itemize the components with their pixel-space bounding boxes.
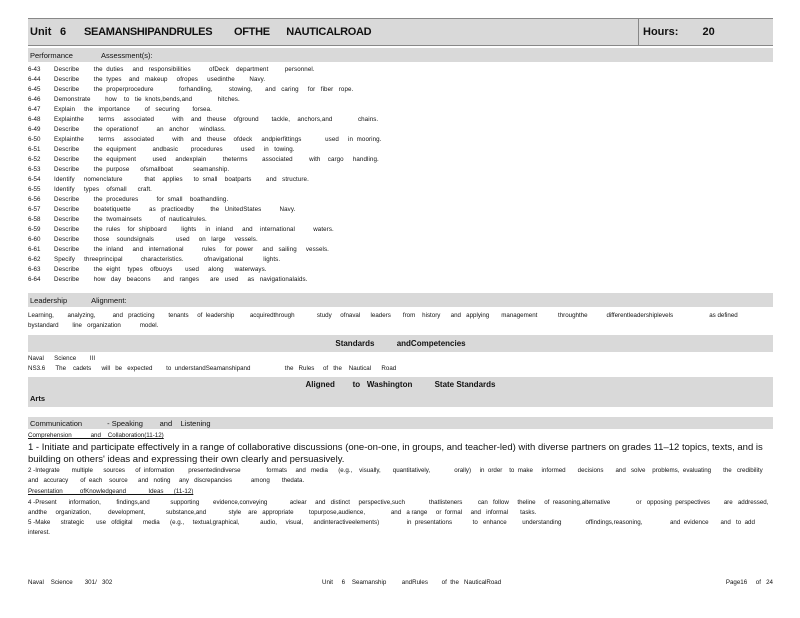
objective-code: 6-59 xyxy=(28,226,41,233)
footer-page-number: Page16 of 24 xyxy=(725,579,773,586)
leadership-text: Learning, analyzing, and practicing tenants of leadership acquiredthrough study ofnaval leaders from history and applying management throughthe differentleadershiplevels as defined bystandard line organization model. xyxy=(28,312,745,329)
unit-title-cell xyxy=(28,26,638,38)
objective-code: 6-43 xyxy=(28,66,41,73)
objective-text: Identify types ofsmall craft. xyxy=(54,186,152,193)
unit-number: 6 xyxy=(60,26,67,38)
standards-band: Standards andCompetencies xyxy=(28,335,773,352)
arts-label: Arts xyxy=(30,394,46,403)
aligned-band xyxy=(28,377,773,407)
standard-item-4: 4 -Present information, findings,and supporting evidence,conveying aclear and distinct perspective,such thatlisteners can follow theline of reasoning,alternative or opposing perspectives are addressed, andthe organization, development, substance,and style are appropriate topurpose,audience, and a range or formal and informal tasks. xyxy=(28,499,784,516)
unit-label: Unit xyxy=(30,26,52,38)
objective-row xyxy=(28,215,773,225)
objective-code: 6-50 xyxy=(28,136,41,143)
objective-row xyxy=(28,65,773,75)
standard-item-1: 1 - Initiate and participate effectively in a range of collaborative discussions (one-on-one, in groups, and teacher-led) with diverse partners on grades 11–12 topics, texts, and is building on others' ideas and expressing their own clearly and persuasively. xyxy=(28,442,763,465)
presentation-heading: Presentation ofKnowledgeand Ideas (11-12) xyxy=(28,488,194,495)
performance-band xyxy=(28,48,773,62)
objective-text: Describe those soundsignals used on large vessels. xyxy=(54,236,258,243)
objective-code: 6-46 xyxy=(28,96,41,103)
leadership-band xyxy=(28,293,773,307)
objective-row xyxy=(28,125,773,135)
footer-left: Naval Science 301/ 302 xyxy=(28,579,113,586)
objective-code: 6-61 xyxy=(28,246,41,253)
objective-row xyxy=(28,225,773,235)
standard-item-2: 2 -Integrate multiple sources of information presentedindiverse formats and media (e.g., visually, quantitatively, orally) in order to make informed decisions and solve problems, evaluating the credibility and accuracy of each source and noting any discrepancies among thedata. xyxy=(28,467,775,484)
assessment-label: Assessment(s): xyxy=(100,50,153,60)
objective-row xyxy=(28,105,773,115)
objective-row xyxy=(28,275,773,285)
objective-code: 6-47 xyxy=(28,106,41,113)
objective-code: 6-44 xyxy=(28,76,41,83)
objective-code: 6-51 xyxy=(28,146,41,153)
objective-text: Describe the equipment used andexplain theterms associated with cargo handling. xyxy=(54,156,379,163)
objective-row xyxy=(28,265,773,275)
objective-row xyxy=(28,175,773,185)
objective-row xyxy=(28,115,773,125)
footer-center: Unit 6 Seamanship andRules of the NauticalRoad xyxy=(322,579,502,586)
objective-text: Explainthe terms associated with and theuse ofdeck andpierfittings used in mooring. xyxy=(54,136,382,143)
hours-value: 20 xyxy=(702,26,715,38)
objective-text: Describe how day beacons and ranges are used as navigationalaids. xyxy=(54,276,308,283)
objective-code: 6-63 xyxy=(28,266,41,273)
objective-code: 6-45 xyxy=(28,86,41,93)
objective-row xyxy=(28,195,773,205)
objective-text: Describe the twomainsets of nauticalrules. xyxy=(54,216,207,223)
objective-row xyxy=(28,95,773,105)
hours-label: Hours: xyxy=(643,26,679,38)
objective-text: Identify nomenclature that applies to small boatparts and structure. xyxy=(54,176,309,183)
objective-text: Describe the eight types ofbuoys used along waterways. xyxy=(54,266,267,273)
objective-text: Describe the rules for shipboard lights in inland and international waters. xyxy=(54,226,334,233)
objective-code: 6-56 xyxy=(28,196,41,203)
objective-code: 6-49 xyxy=(28,126,41,133)
unit-header xyxy=(28,18,773,46)
objective-code: 6-55 xyxy=(28,186,41,193)
hours-cell xyxy=(638,19,773,45)
objective-text: Describe the types and makeup ofropes usedinthe Navy. xyxy=(54,76,266,83)
objective-text: Describe the duties and responsibilities ofDeck department personnel. xyxy=(54,66,315,73)
aligned-title: Aligned to Washington State Standards xyxy=(305,380,496,389)
objective-text: Describe the properprocedure forhandling, stowing, and caring for fiber rope. xyxy=(54,86,354,93)
performance-label: Performance xyxy=(30,50,73,60)
objective-row xyxy=(28,185,773,195)
document-page xyxy=(28,18,784,537)
objective-code: 6-58 xyxy=(28,216,41,223)
objective-text: Describe the operationof an anchor windlass. xyxy=(54,126,226,133)
standards-line-2: NS3.6 The cadets will be expected to understandSeamanshipand the Rules of the Nautical Road xyxy=(28,365,397,372)
objective-row xyxy=(28,145,773,155)
objective-text: Demonstrate how to tie knots,bends,and hitches. xyxy=(54,96,240,103)
objective-text: Specify threeprincipal characteristics. ofnavigational lights. xyxy=(54,256,281,263)
objective-text: Describe the purpose ofsmallboat seamanship. xyxy=(54,166,230,173)
unit-title-left: SEAMANSHIPANDRULES xyxy=(84,26,213,38)
objective-row xyxy=(28,75,773,85)
unit-title-right: OFTHE NAUTICALROAD xyxy=(234,26,372,38)
alignment-label: Alignment: xyxy=(91,295,127,305)
objective-text: Describe the equipment andbasic procedures used in towing. xyxy=(54,146,295,153)
objectives-list xyxy=(28,65,773,285)
objective-row xyxy=(28,255,773,265)
leadership-label: Leadership xyxy=(30,295,68,305)
objective-code: 6-57 xyxy=(28,206,41,213)
objective-text: Describe the procedures for small boathandling. xyxy=(54,196,229,203)
comprehension-heading: Comprehension and Collaboration(11-12) xyxy=(28,432,164,439)
objective-text: Describe boatetiquette as practicedby the UnitedStates Navy. xyxy=(54,206,296,213)
objective-code: 6-64 xyxy=(28,276,41,283)
objective-row xyxy=(28,135,773,145)
objective-code: 6-60 xyxy=(28,236,41,243)
objective-row xyxy=(28,205,773,215)
objective-code: 6-48 xyxy=(28,116,41,123)
objective-row xyxy=(28,155,773,165)
objective-code: 6-54 xyxy=(28,176,41,183)
objective-row xyxy=(28,235,773,245)
objective-code: 6-53 xyxy=(28,166,41,173)
objective-code: 6-62 xyxy=(28,256,41,263)
standard-item-5: 5 -Make strategic use ofdigital media (e.g., textual,graphical, audio, visual, andinteractiveelements) in presentations to enhance understanding offindings,reasoning, and evidence and to add interest. xyxy=(28,519,761,536)
objective-row xyxy=(28,85,773,95)
objective-row xyxy=(28,165,773,175)
objective-text: Describe the inland and international rules for power and sailing vessels. xyxy=(54,246,329,253)
objective-text: Explainthe terms associated with and theuse ofground tackle, anchors,and chains. xyxy=(54,116,379,123)
page-footer xyxy=(28,579,773,586)
objective-row xyxy=(28,245,773,255)
objective-text: Explain the importance of securing forsea. xyxy=(54,106,212,113)
standards-line-1: Naval Science III xyxy=(28,355,96,362)
objective-code: 6-52 xyxy=(28,156,41,163)
communication-band: Communication - Speaking and Listening xyxy=(28,417,773,429)
